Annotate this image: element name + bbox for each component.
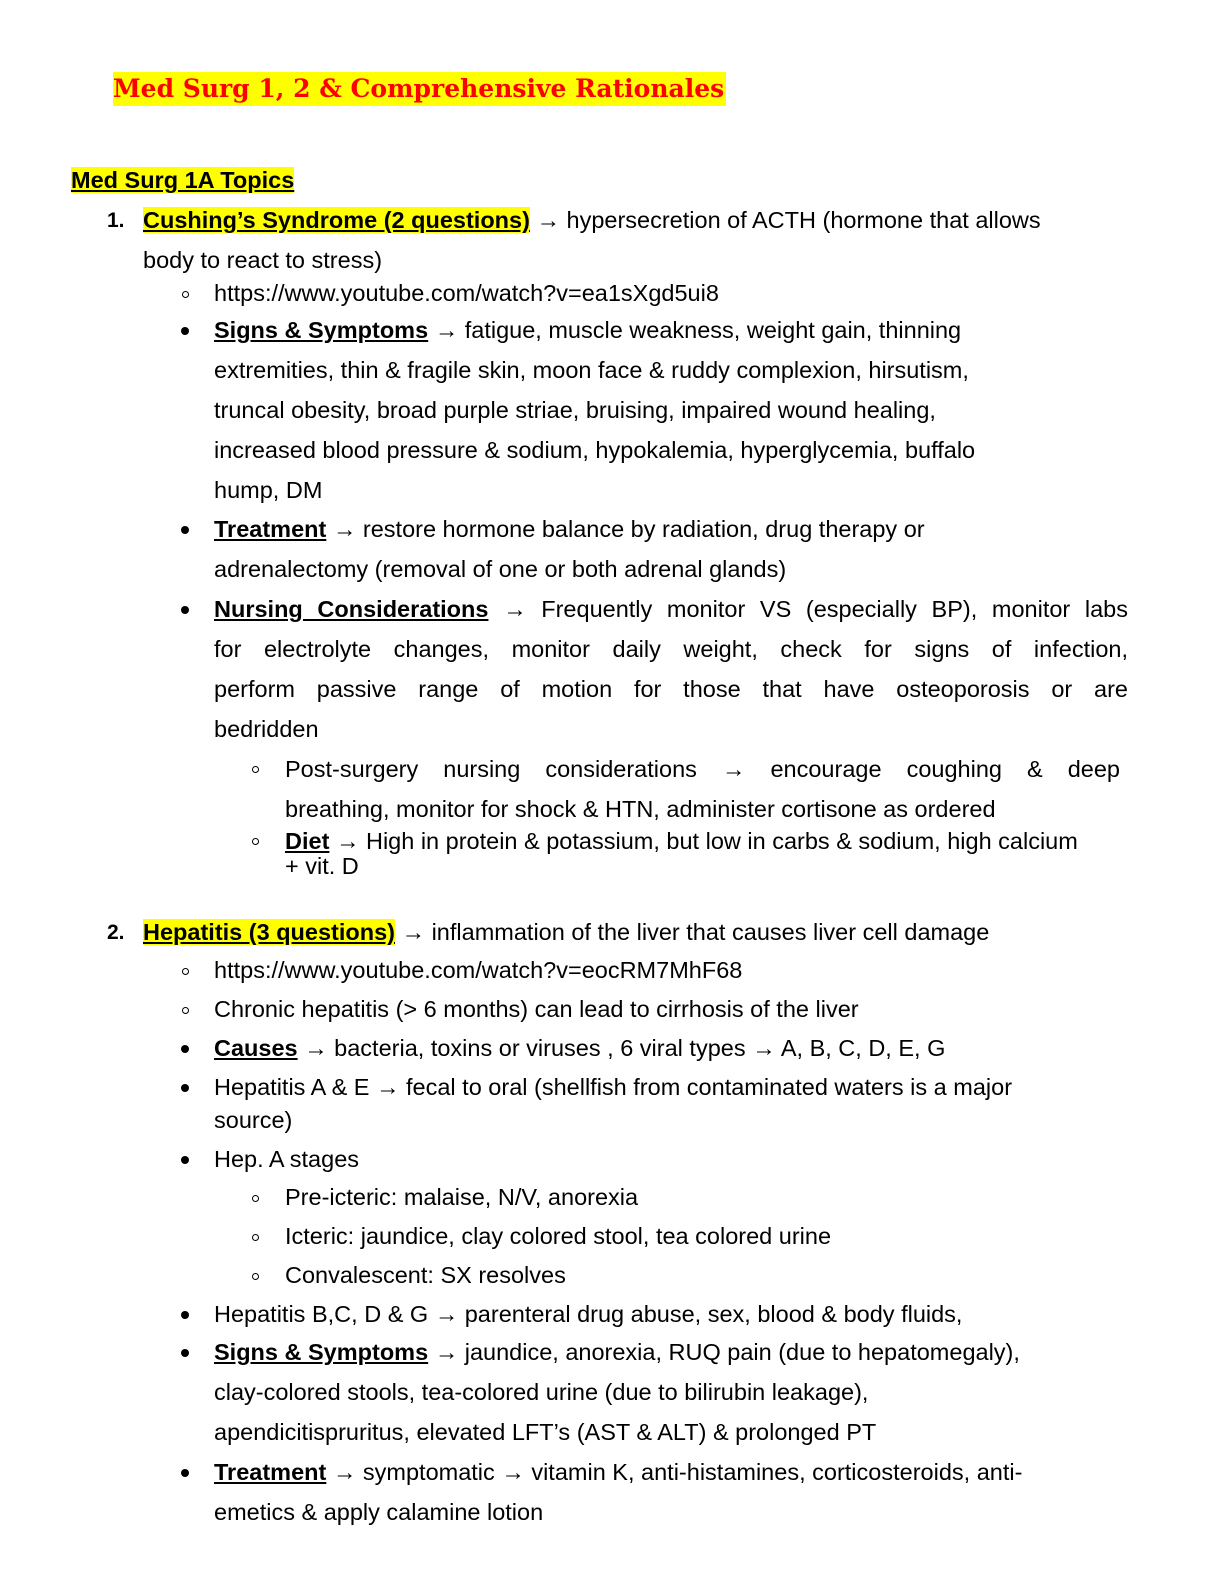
treatment-label: Treatment [214, 516, 327, 542]
signs-text: extremities, thin & fragile skin, moon face & ruddy complexion, hirsutism, [214, 357, 969, 383]
treatment-text: emetics & apply calamine lotion [214, 1499, 544, 1525]
topic-2-line [143, 917, 989, 947]
signs-symptoms-line [214, 1337, 1020, 1367]
stage-item: Icteric: jaundice, clay colored stool, tea colored urine [285, 1223, 832, 1249]
stage-item: Pre-icteric: malaise, N/V, anorexia [285, 1184, 639, 1210]
nursing-line [214, 594, 1128, 624]
postsurgery-text: breathing, monitor for shock & HTN, administer cortisone as ordered [285, 796, 996, 822]
topic-description-cont: body to react to stress) [143, 247, 383, 273]
stages-label: Hep. A stages [214, 1146, 360, 1172]
treatment-text: symptomatic → vitamin K, anti-histamines, corticosteroids, anti- [362, 1459, 1023, 1485]
topic-number: 2. [107, 921, 125, 944]
topic-number: 1. [107, 209, 125, 232]
arrow-icon: → [335, 828, 360, 854]
hep-ae-text: source) [214, 1107, 293, 1133]
arrow-icon: → [304, 1035, 328, 1061]
arrow-icon: → [332, 516, 357, 542]
topic-title-cushings: Cushing’s Syndrome (2 questions) [143, 207, 530, 233]
bullet-icon [181, 1045, 189, 1053]
nursing-text: Frequently monitor VS (especially BP), monitor labs [541, 596, 1128, 622]
causes-label: Causes [214, 1035, 298, 1061]
bullet-icon [181, 526, 189, 534]
topic-title-hepatitis: Hepatitis (3 questions) [143, 919, 396, 945]
treatment-line [214, 514, 925, 544]
topic-description: hypersecretion of ACTH (hormone that allows [566, 207, 1041, 233]
signs-text: truncal obesity, broad purple striae, bruising, impaired wound healing, [214, 397, 936, 423]
hep-ae-text: Hepatitis A & E → fecal to oral (shellfish from contaminated waters is a major [214, 1074, 1013, 1100]
hollow-bullet-icon [252, 766, 259, 773]
arrow-icon: → [401, 919, 426, 945]
signs-label: Signs & Symptoms [214, 1339, 429, 1365]
causes-text: bacteria, toxins or viruses , 6 viral types → A, B, C, D, E, G [334, 1035, 946, 1061]
diet-label: Diet [285, 828, 330, 854]
topic-1-line [143, 205, 1041, 235]
video-link[interactable]: https://www.youtube.com/watch?v=eocRM7MhF68 [214, 957, 743, 983]
hep-bcdg-text: Hepatitis B,C, D & G → parenteral drug abuse, sex, blood & body fluids, [214, 1301, 963, 1327]
hollow-bullet-icon [182, 968, 189, 975]
bullet-icon [181, 1311, 189, 1319]
bullet-icon [181, 1469, 189, 1477]
stage-item: Convalescent: SX resolves [285, 1262, 566, 1288]
postsurgery-text: Post-surgery nursing considerations → encourage coughing & deep [285, 756, 1120, 782]
arrow-icon: → [434, 317, 459, 343]
signs-symptoms-line [214, 315, 961, 345]
bullet-icon [181, 606, 189, 614]
hollow-bullet-icon [252, 838, 259, 845]
signs-label: Signs & Symptoms [214, 317, 429, 343]
hollow-bullet-icon [252, 1273, 259, 1280]
treatment-text: adrenalectomy (removal of one or both adrenal glands) [214, 556, 787, 582]
video-link[interactable]: https://www.youtube.com/watch?v=ea1sXgd5ui8 [214, 280, 719, 306]
chronic-text: Chronic hepatitis (> 6 months) can lead to cirrhosis of the liver [214, 996, 859, 1022]
diet-text: High in protein & potassium, but low in carbs & sodium, high calcium [365, 828, 1078, 854]
arrow-icon: → [332, 1459, 357, 1485]
signs-text: apendicitispruritus, elevated LFT’s (AST & ALT) & prolonged PT [214, 1419, 877, 1445]
bullet-icon [181, 1156, 189, 1164]
hollow-bullet-icon [182, 291, 189, 298]
signs-text: jaundice, anorexia, RUQ pain (due to hepatomegaly), [464, 1339, 1020, 1365]
hollow-bullet-icon [252, 1195, 259, 1202]
arrow-icon: → [434, 1339, 459, 1365]
signs-text: hump, DM [214, 477, 323, 503]
nursing-text: perform passive range of motion for those that have osteoporosis or are [214, 676, 1128, 702]
diet-text: + vit. D [285, 853, 359, 879]
topic-description: inflammation of the liver that causes liver cell damage [431, 919, 990, 945]
causes-line [214, 1033, 945, 1063]
treatment-label: Treatment [214, 1459, 327, 1485]
nursing-label: Nursing Considerations [214, 596, 489, 622]
arrow-icon: → [503, 596, 527, 622]
page-title: Med Surg 1, 2 & Comprehensive Rationales [113, 72, 726, 106]
bullet-icon [181, 1084, 189, 1092]
hollow-bullet-icon [252, 1234, 259, 1241]
signs-text: fatigue, muscle weakness, weight gain, thinning [464, 317, 962, 343]
signs-text: clay-colored stools, tea-colored urine (due to bilirubin leakage), [214, 1379, 869, 1405]
signs-text: increased blood pressure & sodium, hypokalemia, hyperglycemia, buffalo [214, 437, 976, 463]
nursing-text: for electrolyte changes, monitor daily weight, check for signs of infection, [214, 636, 1128, 662]
arrow-icon: → [536, 207, 560, 233]
hollow-bullet-icon [182, 1007, 189, 1014]
nursing-text: bedridden [214, 716, 319, 742]
section-heading: Med Surg 1A Topics [71, 167, 295, 193]
bullet-icon [181, 327, 189, 335]
treatment-text: restore hormone balance by radiation, drug therapy or [362, 516, 925, 542]
bullet-icon [181, 1349, 189, 1357]
treatment-line [214, 1457, 1022, 1487]
diet-line [285, 826, 1078, 856]
